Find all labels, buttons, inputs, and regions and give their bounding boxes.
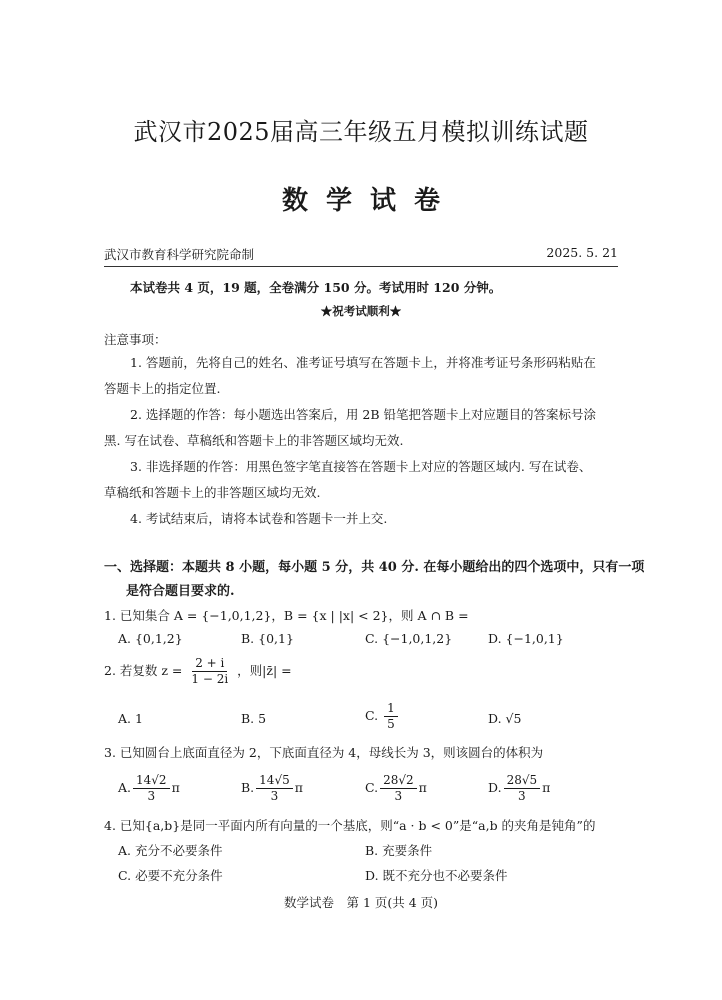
q1-option-a: A. {0,1,2} <box>118 631 183 646</box>
note-4: 4. 考试结束后，请将本试卷和答题卡一并上交. <box>130 511 388 526</box>
subtitle-char: 数 <box>281 186 308 216</box>
q3-option-a-numerator: 14√2 <box>133 773 170 789</box>
q3-option-c-denominator: 3 <box>394 789 403 803</box>
q3-option-b-numerator: 14√5 <box>256 773 293 789</box>
q2-prefix: 2. 若复数 z = <box>104 663 183 678</box>
q3-option-d-fraction <box>504 773 541 804</box>
q2-option-c-label: C. <box>365 708 379 723</box>
q4-option-d: D. 既不充分也不必要条件 <box>365 868 508 883</box>
q4-option-b: B. 充要条件 <box>365 843 433 858</box>
q4-option-a: A. 充分不必要条件 <box>118 843 223 858</box>
question-2-stem <box>104 656 292 687</box>
header-divider <box>104 266 618 267</box>
q1-option-d: D. {−1,0,1} <box>488 631 564 646</box>
q2-denominator: 1 − 2i <box>191 672 229 686</box>
q3-option-c <box>365 773 427 804</box>
question-1-stem: 1. 已知集合 A = {−1,0,1,2}，B = {x | |x| < 2}，则 A ∩ B = <box>104 608 469 623</box>
q3-option-c-fraction <box>380 773 417 804</box>
section-heading-line-2: 是符合题目要求的. <box>126 584 235 599</box>
q3-option-d-label: D. <box>488 780 502 795</box>
subtitle-char: 卷 <box>414 186 441 216</box>
q3-option-c-label: C. <box>365 780 379 795</box>
note-3-line-2: 草稿纸和答题卡上的非答题区域均无效. <box>104 485 321 500</box>
q3-option-b-label: B. <box>241 780 255 795</box>
q2-option-a: A. 1 <box>118 711 143 726</box>
q3-option-d-pi: π <box>542 780 551 795</box>
q1-option-b: B. {0,1} <box>241 631 294 646</box>
q3-option-a-pi: π <box>171 780 180 795</box>
q3-option-c-numerator: 28√2 <box>380 773 417 789</box>
q2-option-b: B. 5 <box>241 711 267 726</box>
exam-title: 武汉市2025届高三年级五月模拟训练试题 <box>133 118 589 146</box>
question-3-stem: 3. 已知圆台上底面直径为 2，下底面直径为 4，母线长为 3，则该圆台的体积为 <box>104 745 544 760</box>
notes-heading: 注意事项： <box>104 332 167 347</box>
exam-date: 2025. 5. 21 <box>546 245 618 260</box>
q2-option-d: D. √5 <box>488 711 522 726</box>
q3-option-b-denominator: 3 <box>270 789 279 803</box>
q2-option-c-numerator: 1 <box>384 701 398 717</box>
q3-option-b <box>241 773 303 804</box>
q3-option-b-pi: π <box>294 780 303 795</box>
q3-option-a-denominator: 3 <box>147 789 156 803</box>
q1-option-c: C. {−1,0,1,2} <box>365 631 453 646</box>
q2-suffix: ，则|z̄| = <box>237 663 292 678</box>
page-footer: 数学试卷 第 1 页(共 4 页) <box>283 895 439 910</box>
q3-option-d-denominator: 3 <box>518 789 526 803</box>
q3-option-c-pi: π <box>418 780 427 795</box>
exam-subtitle <box>0 180 722 217</box>
q4-option-c: C. 必要不充分条件 <box>118 868 223 883</box>
subtitle-char: 学 <box>325 186 352 216</box>
q3-option-a-label: A. <box>118 780 132 795</box>
note-1-line-1: 1. 答题前，先将自己的姓名、准考证号填写在答题卡上，并将准考证号条形码粘贴在 <box>130 355 596 370</box>
q2-option-c-denominator: 5 <box>387 717 395 731</box>
note-2-line-1: 2. 选择题的作答：每小题选出答案后，用 2B 铅笔把答题卡上对应题目的答案标号涂 <box>130 407 596 422</box>
q2-option-c <box>365 701 400 732</box>
q2-numerator: 2 + i <box>192 656 227 672</box>
q3-option-a <box>118 773 180 804</box>
q2-fraction <box>188 656 231 687</box>
good-luck-line: ★祝考试顺利★ <box>320 304 402 318</box>
question-4-stem: 4. 已知{a,b}是同一平面内所有向量的一个基底，则“a · b < 0”是“a,b 的夹角是钝角”的 <box>104 818 596 833</box>
section-heading-line-1: 一、选择题：本题共 8 小题，每小题 5 分，共 40 分. 在每小题给出的四个选项中，只有一项 <box>104 560 645 575</box>
note-1-line-2: 答题卡上的指定位置. <box>104 381 221 396</box>
note-2-line-2: 黑. 写在试卷、草稿纸和答题卡上的非答题区域均无效. <box>104 433 404 448</box>
subtitle-char: 试 <box>370 186 397 216</box>
issuer: 武汉市教育科学研究院命制 <box>104 247 255 262</box>
q3-option-b-fraction <box>256 773 293 804</box>
q3-option-d-numerator: 28√5 <box>504 773 541 789</box>
q3-option-a-fraction <box>133 773 170 804</box>
note-3-line-1: 3. 非选择题的作答：用黑色签字笔直接答在答题卡上对应的答题区域内. 写在试卷、 <box>130 459 592 474</box>
q2-option-c-fraction <box>384 701 398 732</box>
q3-option-d <box>488 773 550 804</box>
exam-info: 本试卷共 4 页，19 题，全卷满分 150 分。考试用时 120 分钟。 <box>130 280 502 295</box>
